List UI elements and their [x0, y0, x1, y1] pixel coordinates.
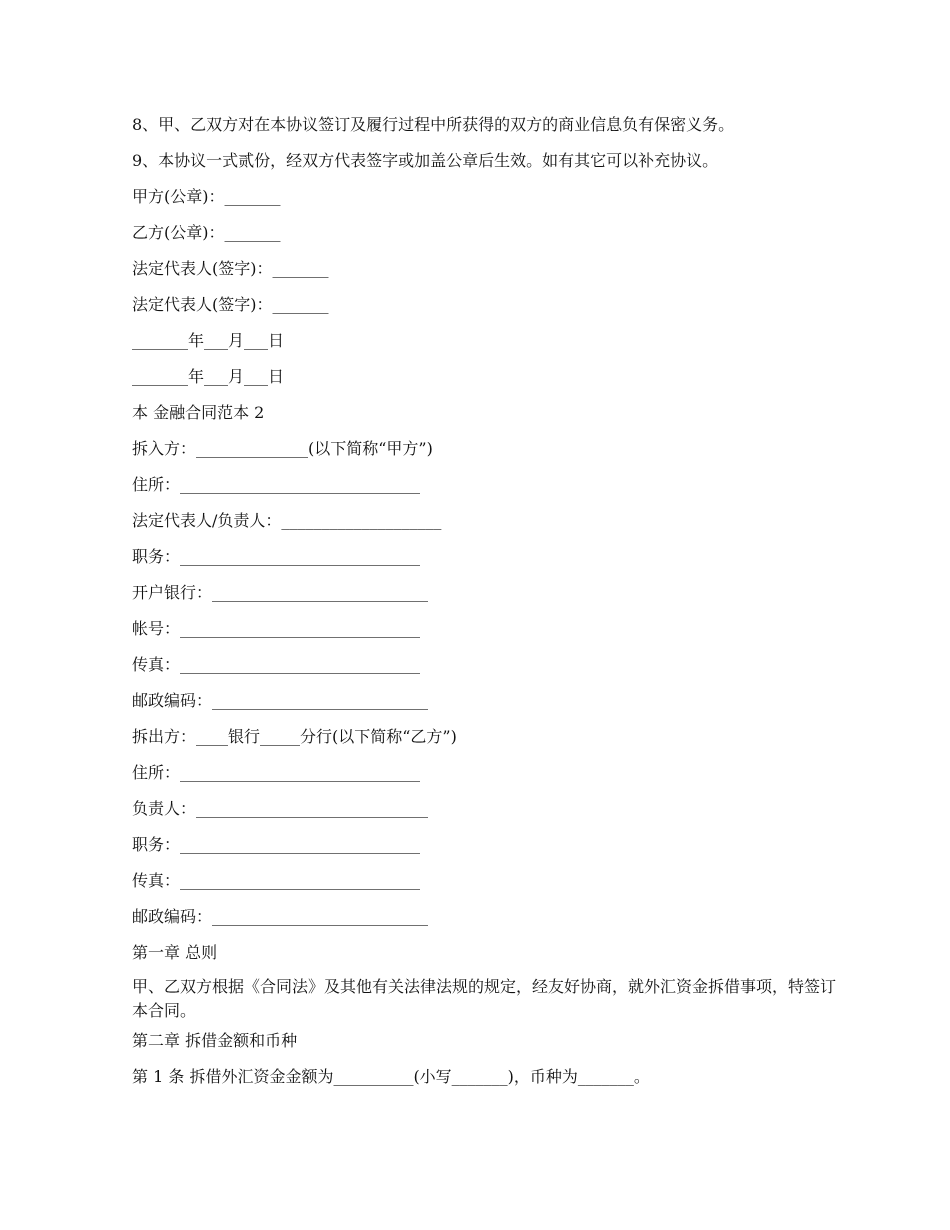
legal-rep-signature-a: 法定代表人(签字)：_______ [132, 259, 329, 278]
borrower-legal-rep: 法定代表人/负责人：____________________ [132, 511, 442, 530]
lender-name: 拆出方：____银行_____分行(以下简称“乙方”) [132, 727, 457, 746]
party-a-seal: 甲方(公章)：_______ [132, 187, 281, 206]
clause-8: 8、甲、乙双方对在本协议签订及履行过程中所获得的双方的商业信息负有保密义务。 [132, 115, 735, 134]
borrower-address: 住所：______________________________ [132, 475, 421, 494]
party-b-seal: 乙方(公章)：_______ [132, 223, 281, 242]
section-title: 本 金融合同范本 2 [132, 403, 265, 422]
chapter-1-heading: 第一章 总则 [132, 943, 218, 962]
date-line-a: _______年___月___日 [132, 331, 285, 350]
borrower-account: 帐号：______________________________ [132, 619, 421, 638]
lender-position: 职务：______________________________ [132, 835, 421, 854]
borrower-bank: 开户银行：___________________________ [132, 583, 429, 602]
lender-address: 住所：______________________________ [132, 763, 421, 782]
date-line-b: _______年___月___日 [132, 367, 285, 386]
borrower-name: 拆入方：______________(以下简称“甲方”) [132, 439, 433, 458]
borrower-postcode: 邮政编码：___________________________ [132, 691, 429, 710]
borrower-position: 职务：______________________________ [132, 547, 421, 566]
article-1: 第 1 条 拆借外汇资金金额为__________(小写_______)，币种为_______。 [132, 1067, 650, 1086]
lender-postcode: 邮政编码：___________________________ [132, 907, 429, 926]
legal-rep-signature-b: 法定代表人(签字)：_______ [132, 295, 329, 314]
lender-fax: 传真：______________________________ [132, 871, 421, 890]
lender-responsible-person: 负责人：_____________________________ [132, 799, 429, 818]
chapter-1-paragraph: 甲、乙双方根据《合同法》及其他有关法律法规的规定，经友好协商，就外汇资金拆借事项，特签订本合同。 [132, 977, 837, 1020]
borrower-fax: 传真：______________________________ [132, 655, 421, 674]
chapter-2-heading: 第二章 拆借金额和币种 [132, 1031, 298, 1050]
clause-9: 9、本协议一式贰份，经双方代表签字或加盖公章后生效。如有其它可以补充协议。 [132, 151, 719, 170]
